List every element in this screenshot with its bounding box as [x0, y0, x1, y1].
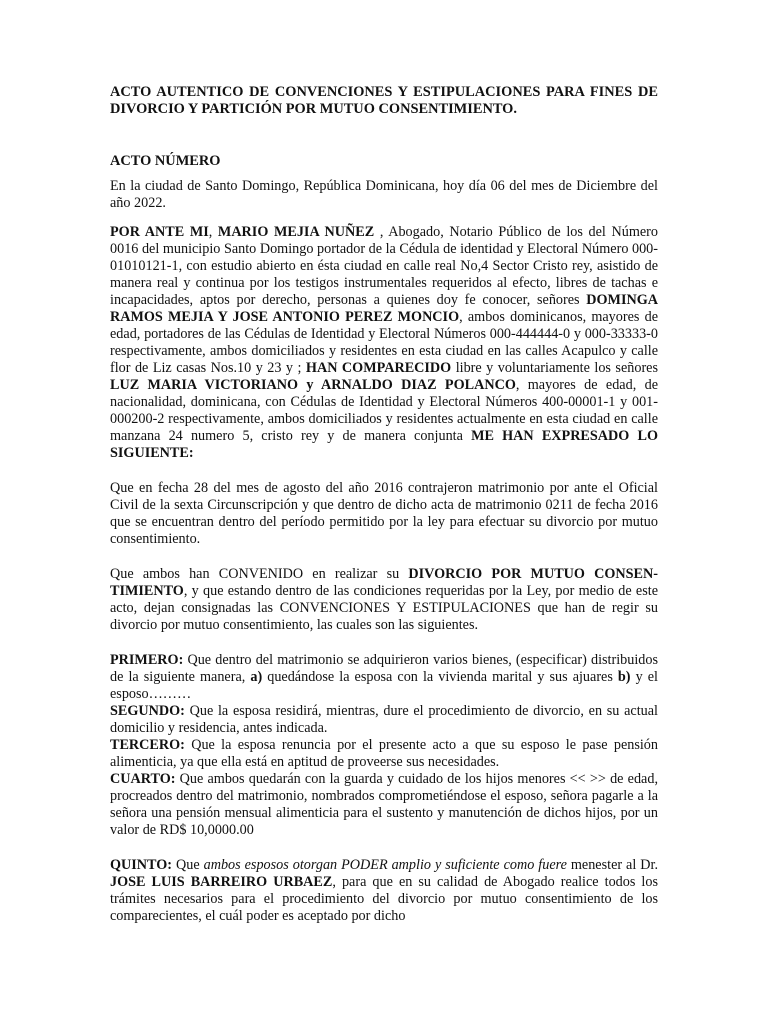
- clause-first-b: b): [617, 669, 631, 685]
- clause-second-text: Que la esposa residirá, mientras, dure el procedimiento de divorcio, en su actual domicilio y residencia, antes indicada.: [110, 703, 658, 736]
- clause-third-text: Que la esposa renuncia por el presente acto a que su esposo le pase pensión alimenticia, ya que ella está en aptitud de proveerse sus necesidades.: [110, 737, 658, 770]
- notary-text-1: , Abogado, Notario Público de los del Número 0016 del municipio Santo Domingo portador de la Cédula de identidad y Electoral Número 000-01010121-1, con estudio abierto en ésta ciudad en calle real No,4 Sector Cristo rey, asistido de manera real y continua por los testigos instrumentales requeridos al efecto, libres de tachas e incapacidades, aptos por derecho, personas a quienes doy fe conocer, señores: [110, 224, 658, 308]
- appeared-phrase: HAN COMPARECIDO: [305, 360, 452, 376]
- parties-names: DOMINGA RAMOS MEJIA Y JOSE ANTONIO PEREZ MONCIO: [110, 292, 658, 325]
- clause-first-text-2: quedándose la esposa con la vivienda marital y sus ajuares: [262, 669, 618, 685]
- clause-fifth-lawyer: JOSE LUIS BARREIRO URBAEZ: [110, 874, 333, 890]
- act-number-heading: ACTO NÚMERO: [110, 153, 221, 169]
- notary-text-2: , ambos dominicanos, mayores de edad, portadores de las Cédulas de Identidad y Electoral Números 000-444444-0 y 000-33333-0 respectivamente, ambos domiciliados y residentes en esta ciudad en las calles Acapulco y calle flor de Liz casas Nos.10 y 23 y ;: [110, 309, 658, 376]
- notary-text-3: libre y voluntariamente los señores: [451, 360, 658, 376]
- notary-lead: POR ANTE MI: [110, 224, 209, 240]
- witnesses-names: LUZ MARIA VICTORIANO y ARNALDO DIAZ POLANCO: [110, 377, 516, 393]
- divorce-phrase: DIVORCIO POR MUTUO CONSEN-TIMIENTO: [110, 566, 658, 599]
- marriage-paragraph: Que en fecha 28 del mes de agosto del año 2016 contrajeron matrimonio por ante el Oficial Civil de la sexta Circunscripción y que dentro de dicho acta de matrimonio 0211 de fecha 2016 que se encuentran dentro del período permitido por la ley para efectuar su divorcio por mutuo consentimiento.: [110, 480, 658, 547]
- clause-third: [110, 737, 658, 771]
- clause-fourth: [110, 771, 658, 839]
- clause-fourth-text: Que ambos quedarán con la guarda y cuidado de los hijos menores << >> de edad, procreados dentro del matrimonio, nombrados comprometiéndose el esposo, señora pagarle a la señora una pensión mensual alimenticia para el sustento y manutención de dichos hijos, por un valor de RD$ 10,0000.00: [110, 771, 658, 838]
- clause-fourth-label: CUARTO:: [110, 771, 176, 787]
- notary-text-4: , mayores de edad, de nacionalidad, dominicana, con Cédulas de Identidad y Electoral Números 400-00001-1 y 001-000200-2 respectivamente, ambos domiciliados y residentes actualmente en esta ciudad en calle manzana 24 numero 5, cristo rey y de manera conjunta: [110, 377, 658, 444]
- clause-fifth-text-2: menester al Dr.: [566, 857, 659, 873]
- clause-fifth-label: QUINTO:: [110, 857, 173, 873]
- clause-first-label: PRIMERO:: [110, 652, 184, 668]
- clause-fifth-text-3: , para que en su calidad de Abogado realice todos los trámites necesarios para el procedimiento del divorcio por mutuo consentimiento de los comparecientes, el cuál poder es aceptado por dicho: [110, 874, 658, 924]
- agreement-paragraph: [110, 566, 658, 634]
- intro-paragraph: En la ciudad de Santo Domingo, República Dominicana, hoy día 06 del mes de Diciembre del año 2022.: [110, 178, 658, 211]
- notary-name: MARIO MEJIA NUÑEZ: [217, 224, 375, 240]
- document-title: ACTO AUTENTICO DE CONVENCIONES Y ESTIPULACIONES PARA FINES DE DIVORCIO Y PARTICIÓN POR MUTUO CONSENTIMIENTO.: [110, 84, 658, 117]
- expressed-phrase: ME HAN EXPRESADO LO SIGUIENTE:: [110, 428, 658, 461]
- clause-second: [110, 703, 658, 737]
- clause-first-text-1: Que dentro del matrimonio se adquirieron varios bienes, (especificar) distribuidos de la siguiente manera,: [110, 652, 658, 685]
- notary-paragraph: POR ANTE MI, MARIO MEJIA NUÑEZ , Abogado, Notario Público de los del Número 0016 del municipio Santo Domingo portador de la Cédula de identidad y Electoral Número 000-01010121-1, con estudio abierto en ésta ciudad en calle real No,4 Sector Cristo rey, asistido de manera real y continua por los testigos instrumentales requeridos al efecto, libres de tachas e incapacidades, aptos por derecho, personas a quienes doy fe conocer, señores DOMINGA RAMOS MEJIA Y JOSE ANTONIO PEREZ MONCIO, ambos dominicanos, mayores de edad, portadores de las Cédulas de Identidad y Electoral Números 000-444444-0 y 000-33333-0 respectivamente, ambos domiciliados y residentes en esta ciudad en las calles Acapulco y calle flor de Liz casas Nos.10 y 23 y ; HAN COMPARECIDO libre y voluntariamente los señores LUZ MARIA VICTORIANO y ARNALDO DIAZ POLANCO, mayores de edad, de nacionalidad, dominicana, con Cédulas de Identidad y Electoral Números 400-00001-1 y 001-000200-2 respectivamente, ambos domiciliados y residentes actualmente en esta ciudad en calle manzana 24 numero 5, cristo rey y de manera conjunta ME HAN EXPRESADO LO SIGUIENTE:: [110, 224, 658, 461]
- agreement-text-2: , y que estando dentro de las condiciones requeridas por la Ley, por medio de este acto, dejan consignadas las CONVENCIONES Y ESTIPULACIONES que han de regir su divorcio por mutuo consentimiento, las cuales son las siguientes.: [110, 583, 658, 633]
- clause-second-label: SEGUNDO:: [110, 703, 185, 719]
- clause-first-a: a): [250, 669, 263, 685]
- clause-first: [110, 652, 658, 703]
- agreement-text-1: Que ambos han CONVENIDO en realizar su: [110, 566, 409, 582]
- clause-fifth-text-1: Que: [172, 857, 204, 873]
- clause-third-label: TERCERO:: [110, 737, 185, 753]
- clause-fifth: [110, 857, 658, 925]
- clause-first-text-3: y el esposo………: [110, 669, 658, 702]
- clause-fifth-italic: ambos esposos otorgan PODER amplio y suficiente como fuere: [203, 857, 567, 873]
